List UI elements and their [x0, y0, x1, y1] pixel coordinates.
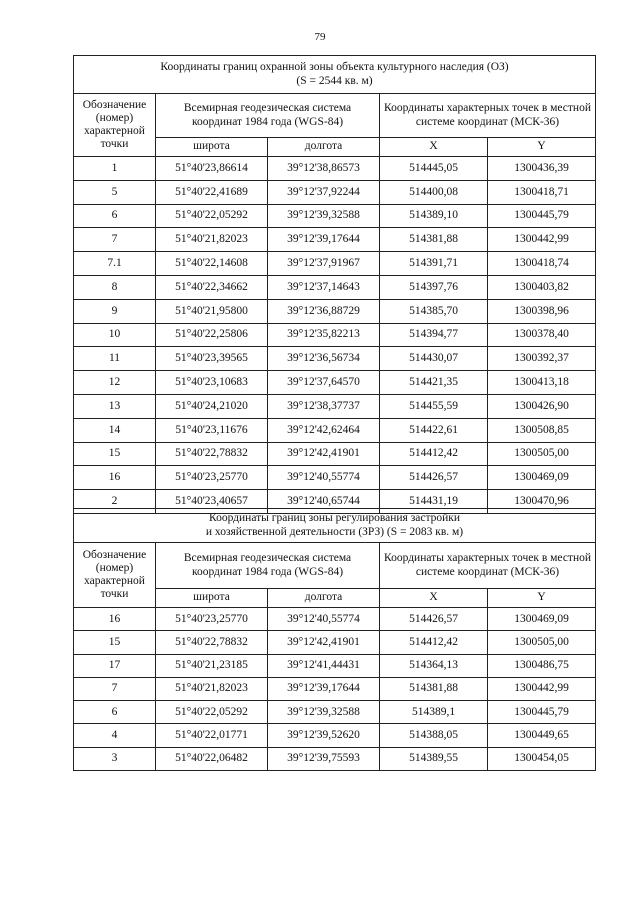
- oz-coordinates-table: [73, 55, 596, 514]
- page-number: 79: [314, 31, 326, 43]
- longitude-cell: 39°12'42,41901: [268, 442, 380, 466]
- x-coordinate-cell: 514389,55: [380, 747, 488, 770]
- y-coordinate-cell: 1300403,82: [488, 275, 596, 299]
- table-row: [74, 323, 596, 347]
- longitude-cell: 39°12'36,88729: [268, 299, 380, 323]
- y-coordinate-cell: 1300418,71: [488, 180, 596, 204]
- latitude-cell: 51°40'21,82023: [156, 677, 268, 700]
- longitude-header: долгота: [268, 138, 380, 157]
- point-number-cell: 16: [74, 466, 156, 490]
- table-row: [74, 631, 596, 654]
- x-coordinate-cell: 514431,19: [380, 490, 488, 514]
- x-coordinate-cell: 514412,42: [380, 442, 488, 466]
- y-coordinate-cell: 1300445,79: [488, 701, 596, 724]
- latitude-cell: 51°40'23,10683: [156, 371, 268, 395]
- table-title: [74, 56, 596, 94]
- local-system-header: Координаты характерных точек в местной системе координат (МСК-36): [380, 94, 596, 138]
- point-number-cell: 5: [74, 180, 156, 204]
- y-coordinate-cell: 1300469,09: [488, 608, 596, 631]
- latitude-cell: 51°40'22,34662: [156, 275, 268, 299]
- x-coordinate-cell: 514445,05: [380, 157, 488, 181]
- wgs-header: Всемирная геодезическая система координат 1984 года (WGS-84): [156, 543, 380, 589]
- longitude-cell: 39°12'39,52620: [268, 724, 380, 747]
- longitude-cell: 39°12'36,56734: [268, 347, 380, 371]
- x-coordinate-cell: 514381,88: [380, 677, 488, 700]
- y-coordinate-cell: 1300508,85: [488, 418, 596, 442]
- table-row: [74, 747, 596, 770]
- x-coordinate-cell: 514455,59: [380, 394, 488, 418]
- table-row: [74, 204, 596, 228]
- y-coordinate-cell: 1300418,74: [488, 252, 596, 276]
- table-title-line-1: Координаты границ охранной зоны объекта культурного наследия (ОЗ): [160, 61, 509, 74]
- point-number-cell: 11: [74, 347, 156, 371]
- latitude-cell: 51°40'24,21020: [156, 394, 268, 418]
- table-row: [74, 608, 596, 631]
- table-title-line-1: Координаты границ зоны регулирования застройки: [208, 512, 461, 525]
- x-coordinate-cell: 514388,05: [380, 724, 488, 747]
- latitude-cell: 51°40'23,11676: [156, 418, 268, 442]
- table-title-line-2: (S = 2544 кв. м): [296, 74, 373, 87]
- y-coordinate-cell: 1300392,37: [488, 347, 596, 371]
- x-coordinate-cell: 514421,35: [380, 371, 488, 395]
- table-row: [74, 654, 596, 677]
- x-header: X: [380, 138, 488, 157]
- zrz-coordinates-table: [73, 508, 596, 771]
- table-title-line-2: и хозяйственной деятельности (ЗРЗ) (S = 2083 кв. м): [205, 525, 464, 538]
- longitude-cell: 39°12'40,65744: [268, 490, 380, 514]
- point-number-cell: 6: [74, 701, 156, 724]
- point-number-cell: 12: [74, 371, 156, 395]
- y-coordinate-cell: 1300505,00: [488, 442, 596, 466]
- y-coordinate-cell: 1300470,96: [488, 490, 596, 514]
- point-number-cell: 14: [74, 418, 156, 442]
- latitude-header: широта: [156, 138, 268, 157]
- latitude-cell: 51°40'22,06482: [156, 747, 268, 770]
- latitude-cell: 51°40'22,41689: [156, 180, 268, 204]
- point-number-cell: 8: [74, 275, 156, 299]
- point-number-cell: 7.1: [74, 252, 156, 276]
- y-coordinate-cell: 1300505,00: [488, 631, 596, 654]
- y-header: Y: [488, 138, 596, 157]
- y-header: Y: [488, 589, 596, 608]
- latitude-cell: 51°40'23,25770: [156, 466, 268, 490]
- table-row: [74, 418, 596, 442]
- point-number-cell: 6: [74, 204, 156, 228]
- table-row: [74, 394, 596, 418]
- longitude-cell: 39°12'39,17644: [268, 228, 380, 252]
- x-coordinate-cell: 514364,13: [380, 654, 488, 677]
- latitude-cell: 51°40'21,23185: [156, 654, 268, 677]
- point-number-cell: 13: [74, 394, 156, 418]
- y-coordinate-cell: 1300469,09: [488, 466, 596, 490]
- y-coordinate-cell: 1300378,40: [488, 323, 596, 347]
- longitude-cell: 39°12'37,92244: [268, 180, 380, 204]
- y-coordinate-cell: 1300398,96: [488, 299, 596, 323]
- y-coordinate-cell: 1300436,39: [488, 157, 596, 181]
- table-row: [74, 347, 596, 371]
- longitude-cell: 39°12'39,32588: [268, 701, 380, 724]
- latitude-cell: 51°40'22,25806: [156, 323, 268, 347]
- y-coordinate-cell: 1300445,79: [488, 204, 596, 228]
- point-number-cell: 17: [74, 654, 156, 677]
- table-row: [74, 677, 596, 700]
- latitude-cell: 51°40'22,78832: [156, 442, 268, 466]
- x-coordinate-cell: 514422,61: [380, 418, 488, 442]
- latitude-cell: 51°40'23,40657: [156, 490, 268, 514]
- table-row: [74, 371, 596, 395]
- table-row: [74, 701, 596, 724]
- point-number-cell: 10: [74, 323, 156, 347]
- longitude-cell: 39°12'39,17644: [268, 677, 380, 700]
- x-coordinate-cell: 514426,57: [380, 466, 488, 490]
- latitude-cell: 51°40'22,05292: [156, 701, 268, 724]
- table-row: [74, 228, 596, 252]
- table-row: [74, 442, 596, 466]
- point-number-cell: 2: [74, 490, 156, 514]
- longitude-cell: 39°12'41,44431: [268, 654, 380, 677]
- x-coordinate-cell: 514389,1: [380, 701, 488, 724]
- latitude-cell: 51°40'23,86614: [156, 157, 268, 181]
- point-number-cell: 9: [74, 299, 156, 323]
- latitude-cell: 51°40'21,95800: [156, 299, 268, 323]
- longitude-cell: 39°12'42,41901: [268, 631, 380, 654]
- table-row: [74, 466, 596, 490]
- x-coordinate-cell: 514426,57: [380, 608, 488, 631]
- longitude-cell: 39°12'35,82213: [268, 323, 380, 347]
- y-coordinate-cell: 1300426,90: [488, 394, 596, 418]
- longitude-cell: 39°12'40,55774: [268, 466, 380, 490]
- local-system-header: Координаты характерных точек в местной системе координат (МСК-36): [380, 543, 596, 589]
- latitude-cell: 51°40'21,82023: [156, 228, 268, 252]
- x-coordinate-cell: 514412,42: [380, 631, 488, 654]
- latitude-cell: 51°40'22,05292: [156, 204, 268, 228]
- latitude-cell: 51°40'23,39565: [156, 347, 268, 371]
- x-coordinate-cell: 514381,88: [380, 228, 488, 252]
- table-header-row: [74, 543, 596, 589]
- y-coordinate-cell: 1300449,65: [488, 724, 596, 747]
- latitude-cell: 51°40'23,25770: [156, 608, 268, 631]
- table-title-row: [74, 509, 596, 543]
- table-row: [74, 180, 596, 204]
- y-coordinate-cell: 1300413,18: [488, 371, 596, 395]
- latitude-cell: 51°40'22,78832: [156, 631, 268, 654]
- point-column-header: Обозначение (номер) характерной точки: [74, 543, 156, 608]
- table-title: [74, 509, 596, 543]
- x-coordinate-cell: 514394,77: [380, 323, 488, 347]
- longitude-cell: 39°12'39,75593: [268, 747, 380, 770]
- table-row: [74, 299, 596, 323]
- table-row: [74, 275, 596, 299]
- x-coordinate-cell: 514400,08: [380, 180, 488, 204]
- x-header: X: [380, 589, 488, 608]
- y-coordinate-cell: 1300486,75: [488, 654, 596, 677]
- longitude-cell: 39°12'38,86573: [268, 157, 380, 181]
- table-title-row: [74, 56, 596, 94]
- longitude-header: долгота: [268, 589, 380, 608]
- table-row: [74, 157, 596, 181]
- x-coordinate-cell: 514391,71: [380, 252, 488, 276]
- latitude-cell: 51°40'22,01771: [156, 724, 268, 747]
- longitude-cell: 39°12'38,37737: [268, 394, 380, 418]
- longitude-cell: 39°12'40,55774: [268, 608, 380, 631]
- longitude-cell: 39°12'37,64570: [268, 371, 380, 395]
- point-number-cell: 7: [74, 228, 156, 252]
- point-number-cell: 3: [74, 747, 156, 770]
- x-coordinate-cell: 514385,70: [380, 299, 488, 323]
- longitude-cell: 39°12'42,62464: [268, 418, 380, 442]
- point-number-cell: 15: [74, 631, 156, 654]
- table-row: [74, 724, 596, 747]
- point-number-cell: 15: [74, 442, 156, 466]
- point-number-cell: 7: [74, 677, 156, 700]
- longitude-cell: 39°12'37,14643: [268, 275, 380, 299]
- point-column-header: Обозначение (номер) характерной точки: [74, 94, 156, 157]
- y-coordinate-cell: 1300442,99: [488, 677, 596, 700]
- table-header-row: [74, 94, 596, 138]
- x-coordinate-cell: 514389,10: [380, 204, 488, 228]
- point-number-cell: 1: [74, 157, 156, 181]
- wgs-header: Всемирная геодезическая система координат 1984 года (WGS-84): [156, 94, 380, 138]
- y-coordinate-cell: 1300454,05: [488, 747, 596, 770]
- longitude-cell: 39°12'37,91967: [268, 252, 380, 276]
- latitude-cell: 51°40'22,14608: [156, 252, 268, 276]
- point-number-cell: 16: [74, 608, 156, 631]
- table-row: [74, 252, 596, 276]
- longitude-cell: 39°12'39,32588: [268, 204, 380, 228]
- x-coordinate-cell: 514397,76: [380, 275, 488, 299]
- point-number-cell: 4: [74, 724, 156, 747]
- latitude-header: широта: [156, 589, 268, 608]
- x-coordinate-cell: 514430,07: [380, 347, 488, 371]
- y-coordinate-cell: 1300442,99: [488, 228, 596, 252]
